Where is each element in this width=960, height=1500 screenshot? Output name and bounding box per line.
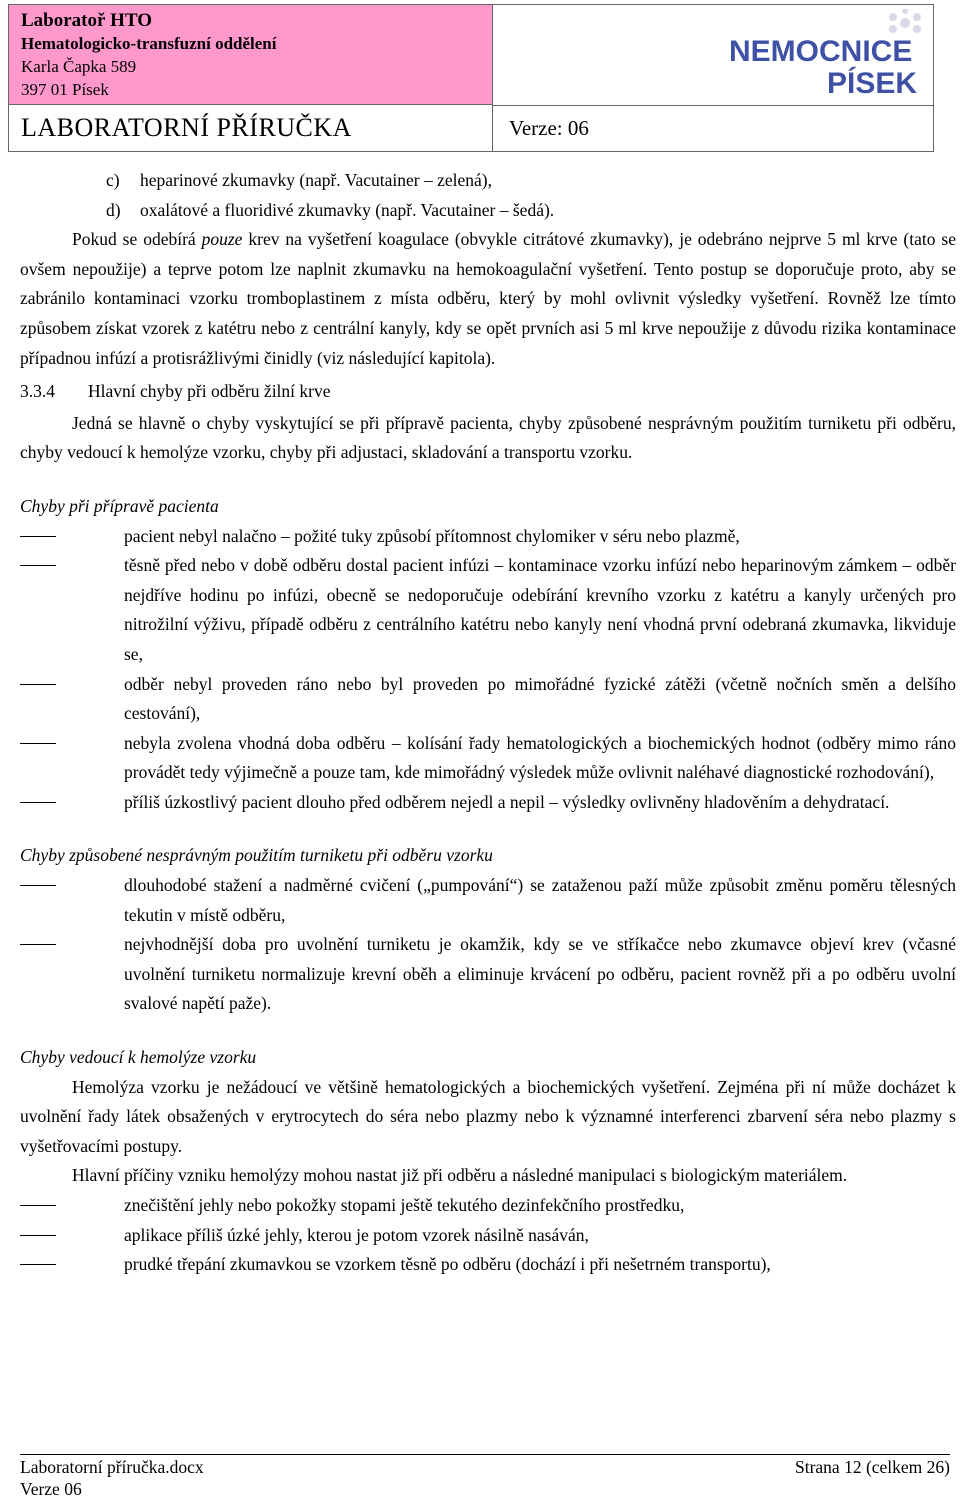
- list-item: znečištění jehly nebo pokožky stopami ještě tekutého dezinfekčního prostředku,: [20, 1191, 956, 1221]
- street-address: Karla Čapka 589: [21, 57, 137, 76]
- list-item: prudké třepání zkumavkou se vzorkem těsně po odběru (dochází i při nešetrném transportu),: [20, 1250, 956, 1280]
- list-item: pacient nebyl nalačno – požité tuky způsobí přítomnost chylomiker v séru nebo plazmě,: [20, 522, 956, 552]
- list-item: dlouhodobé stažení a nadměrné cvičení („pumpování“) se zataženou paží může způsobit změnu poměru tělesných tekutin v místě odběru,: [20, 871, 956, 930]
- patient-prep-list: [20, 522, 956, 818]
- lab-address-block: [9, 5, 493, 105]
- department-name: Hematologicko-transfuzní oddělení: [21, 34, 277, 53]
- intro-paragraph: Jedná se hlavně o chyby vyskytující se při přípravě pacienta, chyby způsobené nesprávným použitím turniketu při odběru, chyby vedoucí k hemolýze vzorku, chyby při adjustaci, skladování a transportu vzorku.: [20, 412, 956, 463]
- list-item: nebyla zvolena vhodná doba odběru – kolísání řady hematologických a biochemických hodnot (odběry mimo ráno provádět tedy výjimečně a pouze tam, kde mimořádný výsledek může ovlivnit naléhavé diagnostické rozhodování),: [20, 729, 956, 788]
- document-footer: [20, 1454, 950, 1500]
- list-item: příliš úzkostlivý pacient dlouho před odběrem nejedl a nepil – výsledky ovlivněny hladověním a dehydratací.: [20, 788, 956, 818]
- list-item: odběr nebyl proveden ráno nebo byl proveden po mimořádné fyzické zátěži (včetně nočních směn a delšího cestování),: [20, 670, 956, 729]
- list-item: aplikace příliš úzké jehly, kterou je potom vzorek násilně nasáván,: [20, 1221, 956, 1251]
- section-heading: 3.3.4 Hlavní chyby při odběru žilní krve: [20, 381, 331, 402]
- hospital-logo: [493, 5, 933, 106]
- footer-version: Verze 06: [20, 1479, 82, 1499]
- hemolysis-paragraph-1: Hemolýza vzorku je nežádoucí ve většině hematologických a biochemických vyšetření. Zejména při ní může docházet k uvolnění řady látek obsažených v erytrocytech do séra nebo plazmy nebo k významné interferenci zbarvení séra nebo plazmy s vyšetřovacími postupy.: [20, 1076, 956, 1156]
- list-item: nejvhodnější doba pro uvolnění turniketu je okamžik, kdy se ve stříkačce nebo zkumavce objeví krev (včasné uvolnění turniketu normalizuje krevní oběh a eliminuje krvácení po odběru, pacient rovněž při a po odběru uvolní svalové napětí paže).: [20, 930, 956, 1019]
- page-content: [20, 166, 956, 1280]
- tourniquet-list: [20, 871, 956, 1019]
- logo-word-2: PÍSEK: [827, 67, 918, 100]
- subsection-tourniquet: Chyby způsobené nesprávným použitím turniketu při odběru vzorku: [20, 845, 493, 866]
- document-header: [8, 4, 934, 152]
- version-label: Verze: 06: [509, 116, 589, 140]
- subsection-hemolysis: Chyby vedoucí k hemolýze vzorku: [20, 1047, 257, 1068]
- hemolysis-list: [20, 1191, 956, 1280]
- footer-page-number: Strana 12 (celkem 26): [794, 1457, 950, 1477]
- footer-filename: Laboratorní příručka.docx: [20, 1457, 204, 1477]
- list-item-d: d) oxalátové a fluoridivé zkumavky (např. Vacutainer – šedá).: [106, 199, 555, 220]
- list-item: těsně před nebo v době odběru dostal pacient infúzi – kontaminace vzorku infúzí nebo heparinovým zámkem – odběr nejdříve hodinu po infúzi, obecně se nedoporučuje odebírání krevního vzorku z katétru a kanyly určených pro nitrožilní výživu, případě odběru z centrálního katétru nebo kanyly není vhodná první odebraná zkumavka, likviduje se,: [20, 551, 956, 669]
- subsection-patient-prep: Chyby při přípravě pacienta: [20, 495, 219, 516]
- city-address: 397 01 Písek: [21, 80, 109, 99]
- coagulation-paragraph: Pokud se odebírá pouze krev na vyšetření koagulace (obvykle citrátové zkumavky), je odebráno nejprve 5 ml krve (tato se ovšem nepoužije) a teprve potom lze naplnit zkumavku na hemokoagulační vyšetření. Tento postup se doporučuje proto, aby se zabránilo kontaminaci vzorku tromboplastinem z místa odběru, který by mohl ovlivnit výsledky vyšetření. Rovněž lze tímto způsobem získat vzorek z katétru nebo z centrální kanyly, kdy se opět prvních asi 5 ml krve nepoužije z důvodu rizika kontaminace případnou infúzí a protisrážlivými činidly (viz následující kapitola).: [20, 229, 956, 368]
- logo-word-1: NEMOCNICE: [729, 35, 913, 68]
- manual-title: LABORATORNÍ PŘÍRUČKA: [9, 105, 493, 152]
- hemolysis-paragraph-2: Hlavní příčiny vzniku hemolýzy mohou nastat již při odběru a následné manipulaci s biologickým materiálem.: [72, 1165, 848, 1186]
- list-item-c: c) heparinové zkumavky (např. Vacutainer – zelená),: [106, 170, 492, 190]
- lab-name: Laboratoř HTO: [21, 10, 153, 31]
- hospital-logo-icon: [723, 9, 933, 101]
